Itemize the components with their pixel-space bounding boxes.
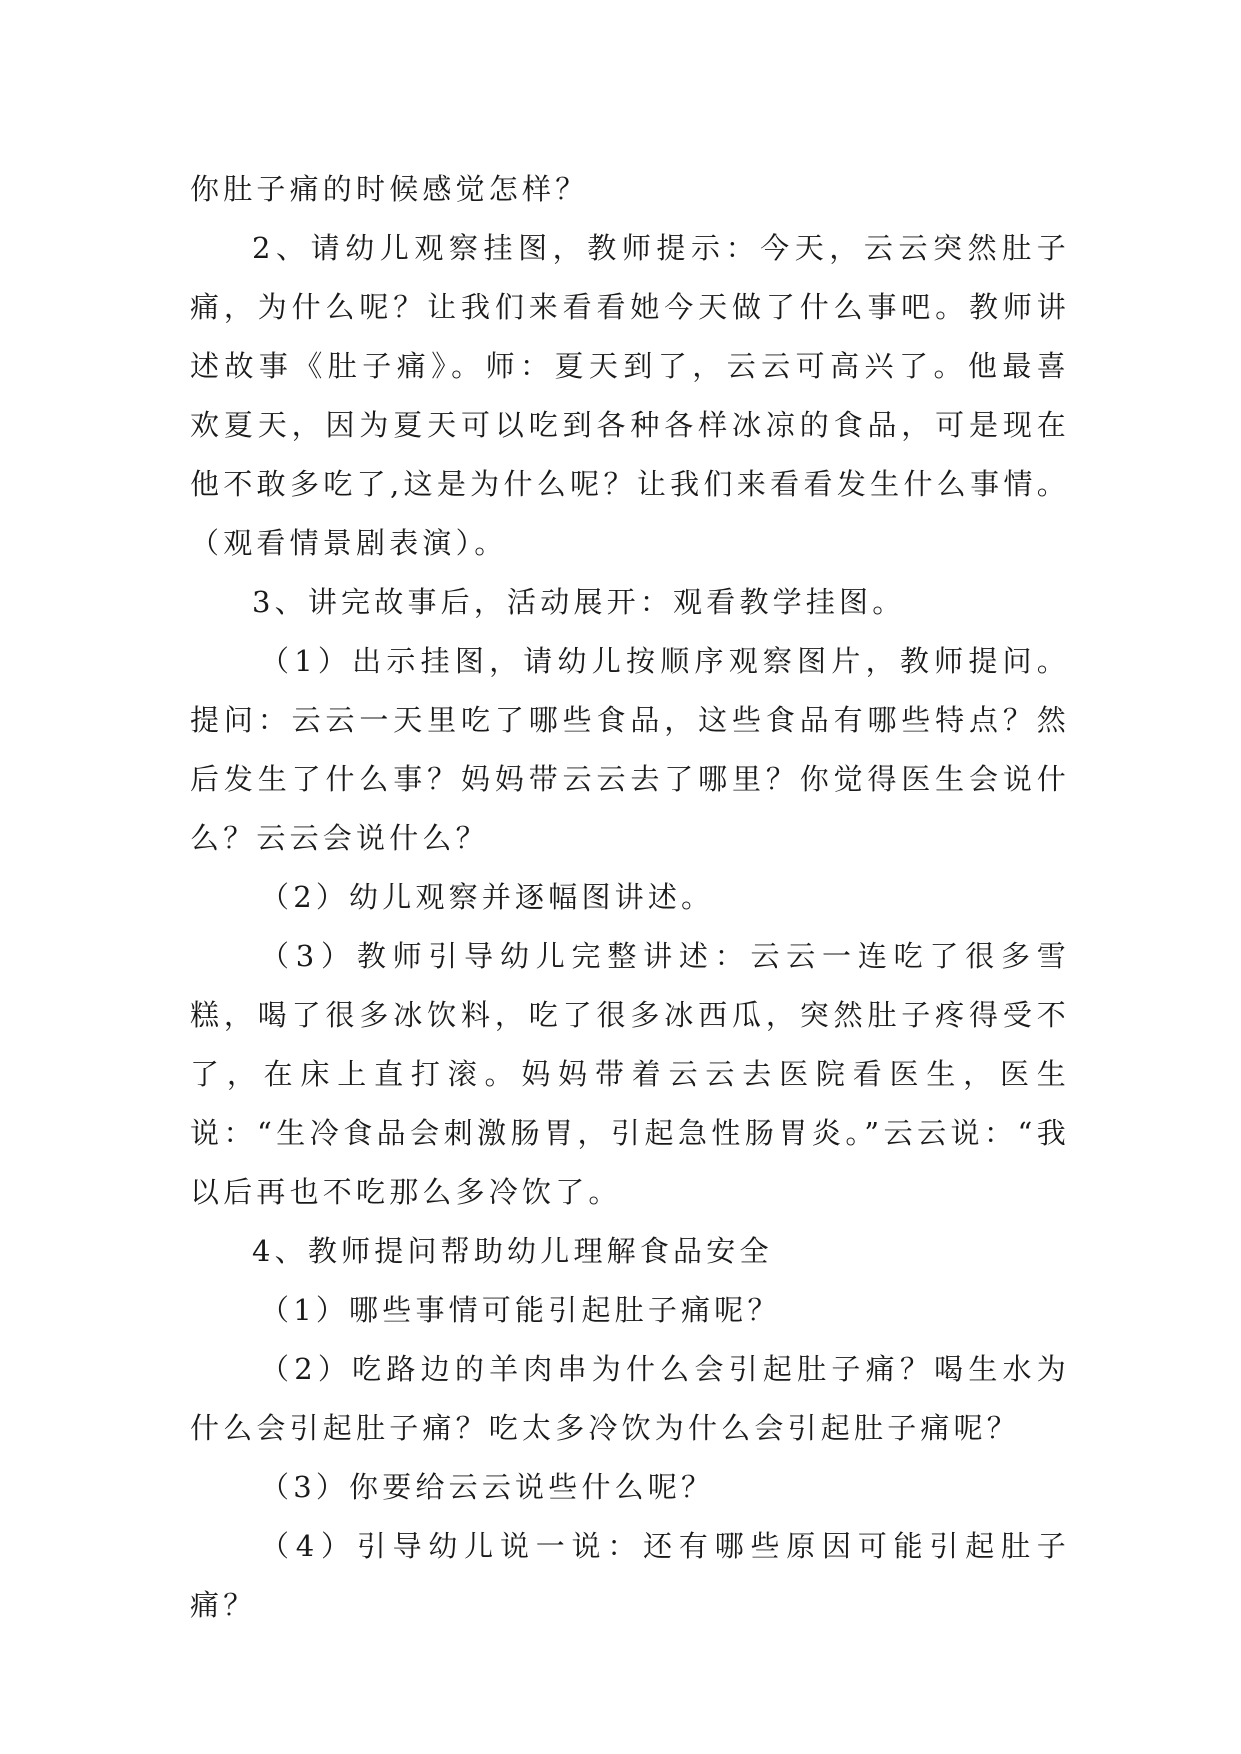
paragraph-step-3-sub-3: （3）教师引导幼儿完整讲述：云云一连吃了很多雪糕，喝了很多冰饮料，吃了很多冰西瓜，突然肚子疼得受不了，在床上直打滚。妈妈带着云云去医院看医生，医生说：“生冷食品会刺激肠胃，引起急性肠胃炎。”云云说：“我以后再也不吃那么多冷饮了。: [190, 939, 1071, 1209]
paragraph-step-4: 4、教师提问帮助幼儿理解食品安全: [252, 1234, 773, 1268]
paragraph-step-4-sub-2: （2）吃路边的羊肉串为什么会引起肚子痛？喝生水为什么会引起肚子痛？吃太多冷饮为什么会引起肚子痛呢？: [190, 1352, 1070, 1445]
paragraph-step-2: 2、请幼儿观察挂图，教师提示：今天，云云突然肚子痛，为什么呢？让我们来看看她今天做了什么事吧。教师讲述故事《肚子痛》。师：夏天到了，云云可高兴了。他最喜欢夏天，因为夏天可以吃到各种各样冰凉的食品，可是现在他不敢多吃了,这是为什么呢？让我们来看看发生什么事情。（观看情景剧表演）。: [190, 231, 1070, 560]
paragraph-step-3-sub-2: （2）幼儿观察并逐幅图讲述。: [260, 880, 715, 914]
paragraph-question-continuation: 你肚子痛的时候感觉怎样？: [190, 172, 589, 206]
paragraph-step-4-sub-4: （4）引导幼儿说一说：还有哪些原因可能引起肚子痛？: [190, 1529, 1070, 1622]
paragraph-step-3: 3、讲完故事后，活动展开：观看教学挂图。: [252, 585, 906, 619]
paragraph-step-4-sub-1: （1）哪些事情可能引起肚子痛呢？: [260, 1293, 781, 1327]
paragraph-step-3-sub-1: （1）出示挂图，请幼儿按顺序观察图片，教师提问。提问：云云一天里吃了哪些食品，这些食品有哪些特点？然后发生了什么事？妈妈带云云去了哪里？你觉得医生会说什么？云云会说什么？: [190, 644, 1070, 855]
document-body: [190, 160, 1070, 1635]
paragraph-step-4-sub-3: （3）你要给云云说些什么呢？: [260, 1470, 715, 1504]
